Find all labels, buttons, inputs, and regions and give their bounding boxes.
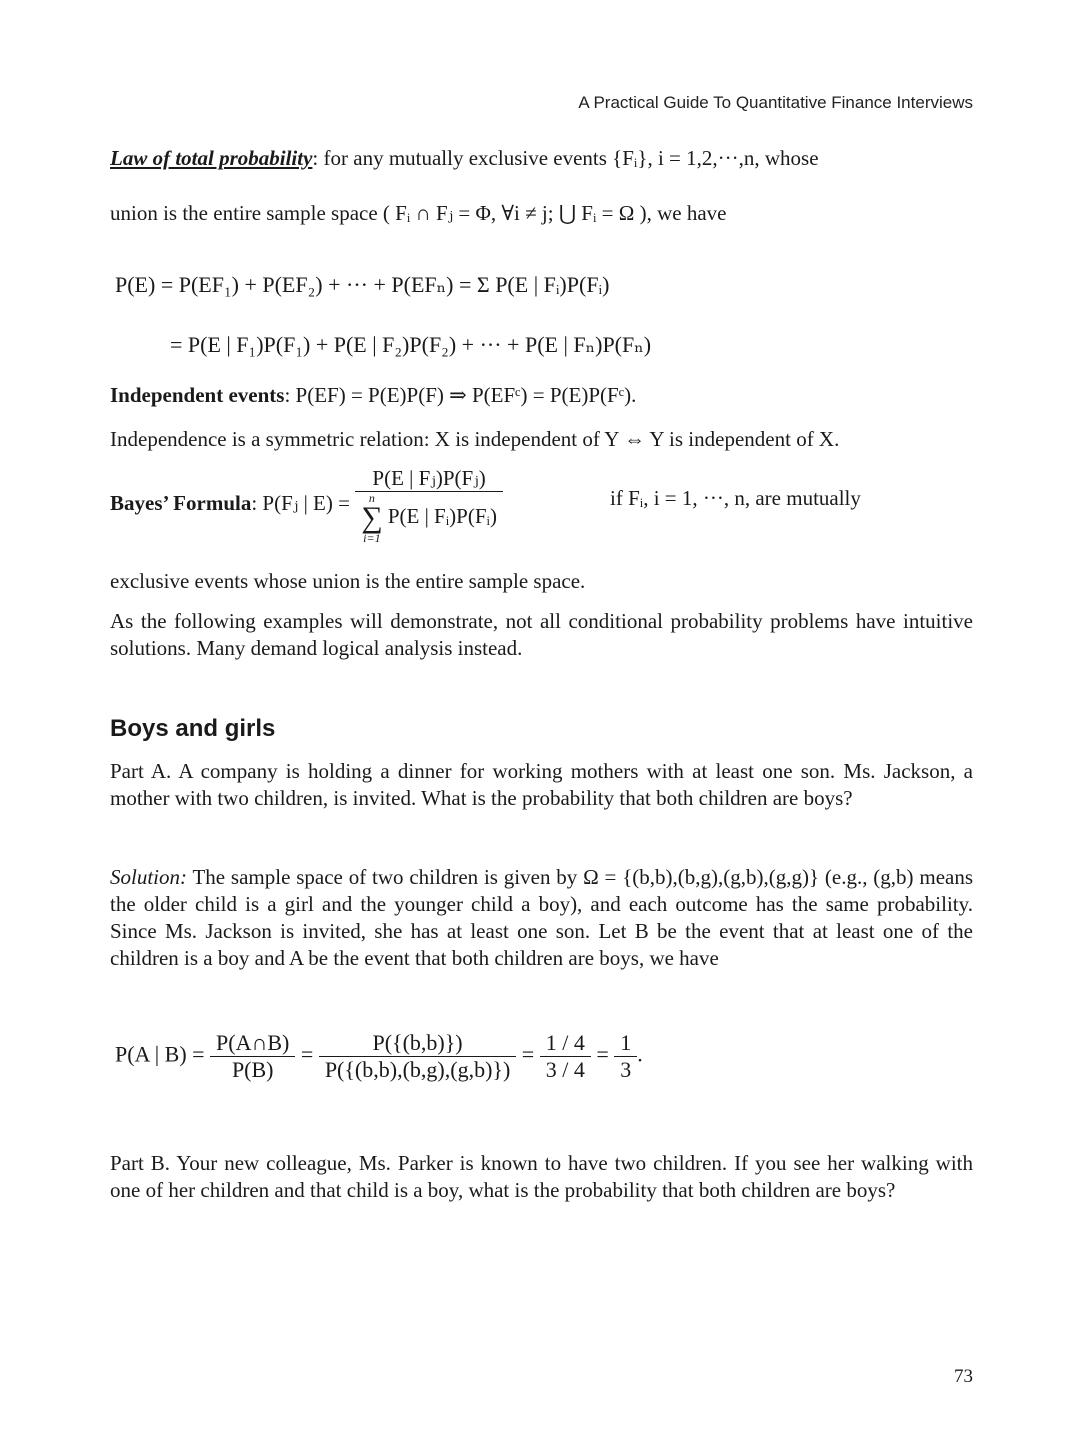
independent-formula: : P(EF) = P(E)P(F) ⇒ P(EFᶜ) = P(E)P(Fᶜ). [284, 383, 637, 407]
bayes-denominator-row [355, 492, 503, 544]
law-equation-1: P(E) = P(EF₁) + P(EF₂) + ··· + P(EFₙ) = Σ P(E | Fᵢ)P(Fᵢ) [115, 272, 610, 297]
fraction-4-num: 1 [614, 1030, 637, 1057]
intro-paragraph: As the following examples will demonstrate, not all conditional probability problems have intuitive solutions. Many demand logical analysis instead. [110, 609, 973, 660]
bayes-condition: if Fᵢ, i = 1, ···, n, are mutually [610, 486, 861, 510]
law-line-1-text: : for any mutually exclusive events {Fᵢ}, i = 1,2,···,n, whose [312, 146, 819, 170]
solution-label: Solution: [110, 865, 187, 889]
bayes-formula [110, 466, 503, 544]
sum-symbol: n ∑ i=1 [361, 491, 383, 545]
conditional-probability-equation: P(A | B) = $\frac{P(A\cap B)}{P(B)}$ = $\frac{P(\{(b,b)\})}{P(\{(b,b),(b,g),(g,b)\})}$ = $\frac{1 / 4}{3 / 4}$ = $\frac{1}{3}$ . [115, 1030, 643, 1082]
running-header: A Practical Guide To Quantitative Finance Interviews [578, 93, 973, 112]
bayes-label: Bayes’ Formula [110, 490, 252, 515]
fraction-4 [614, 1030, 637, 1083]
fraction-3-num: 1 / 4 [540, 1030, 591, 1057]
bayes-numerator: P(E | Fⱼ)P(Fⱼ) [355, 466, 503, 492]
fraction-1-num: P(A∩B) [210, 1030, 295, 1057]
eq-lhs: P(A | B) = [115, 1041, 205, 1067]
solution-paragraph [110, 864, 973, 972]
independence-symmetric: Independence is a symmetric relation: X is independent of Y ⇔ Y is independent of X. [110, 427, 840, 451]
law-line-1 [110, 145, 973, 172]
part-a-paragraph: Part A. A company is holding a dinner for working mothers with at least one son. Ms. Jackson, a mother with two children, is invited. What is the probability that both children are boys? [110, 759, 973, 810]
sum-upper: n [368, 491, 375, 505]
bayes-lhs: : P(Fⱼ | E) = [251, 490, 350, 515]
independent-label: Independent events [110, 383, 285, 407]
solution-rest: (e.g., (g,b) means the older child is a girl and the younger child a boy), and each outcome has the same probability. Since Ms. Jackson is invited, she has at least one son. Let B be the event that at least one of the children is a boy and A be the event that both children are boys, we have [110, 865, 974, 970]
solution-line-1: The sample space of two children is given by Ω = {(b,b),(b,g),(g,b),(g,g)} [192, 865, 820, 889]
part-b-paragraph: Part B. Your new colleague, Ms. Parker is known to have two children. If you see her walking with one of her children and that child is a boy, what is the probability that both children are boys? [110, 1151, 973, 1202]
fraction-3-den: 3 / 4 [545, 1057, 585, 1082]
independent-events-line [110, 382, 973, 409]
section-title: Boys and girls [110, 715, 276, 742]
law-equation-2: = P(E | F₁)P(F₁) + P(E | F₂)P(F₂) + ··· + P(E | Fₙ)P(Fₙ) [170, 332, 652, 357]
fraction-1 [210, 1030, 295, 1083]
fraction-2-den: P({(b,b),(b,g),(g,b)}) [324, 1057, 511, 1082]
bayes-fraction [355, 466, 503, 544]
fraction-1-den: P(B) [231, 1057, 274, 1082]
sum-lower: i=1 [363, 531, 381, 545]
bayes-continuation: exclusive events whose union is the entire sample space. [110, 569, 586, 593]
bayes-denominator: P(E | Fᵢ)P(Fᵢ) [387, 503, 497, 528]
fraction-4-den: 3 [620, 1057, 632, 1082]
fraction-2 [319, 1030, 516, 1083]
law-line-2: union is the entire sample space ( Fᵢ ∩ Fⱼ = Φ, ∀i ≠ j; ⋃ Fᵢ = Ω ), we have [110, 201, 727, 225]
fraction-3 [540, 1030, 591, 1083]
fraction-2-num: P({(b,b)}) [319, 1030, 516, 1057]
page-number: 73 [954, 1366, 973, 1387]
law-label: Law of total probability [110, 146, 313, 170]
